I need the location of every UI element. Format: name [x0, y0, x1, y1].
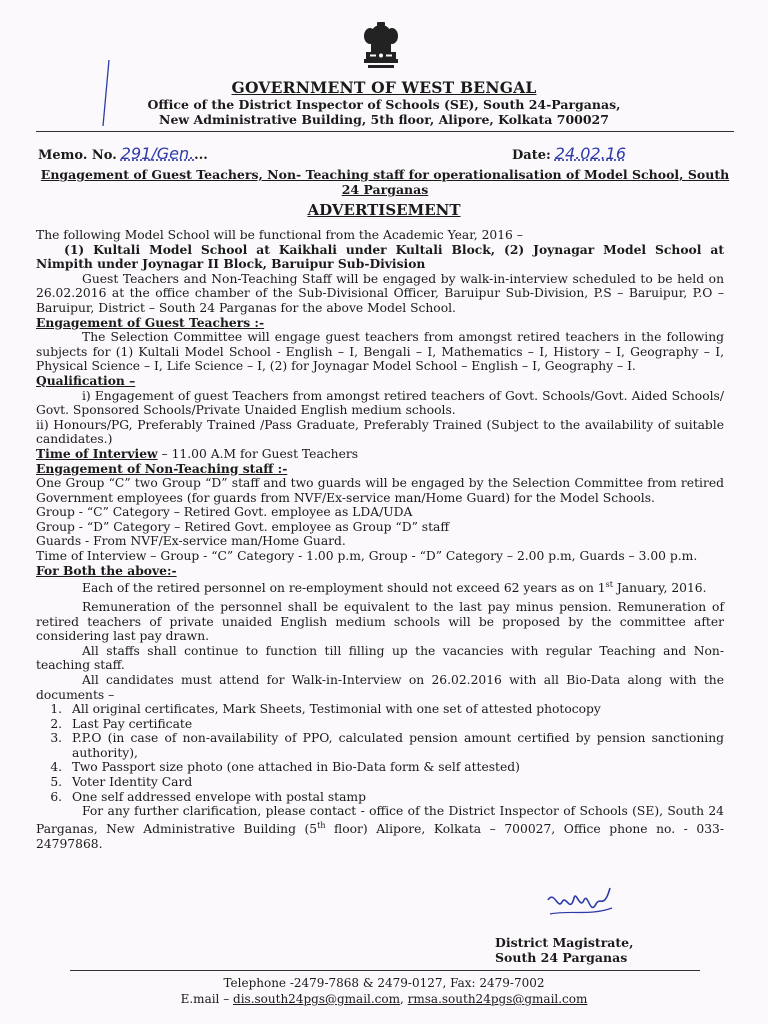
age-limit-text: Each of the retired personnel on re-employment should not exceed 62 years as on 1st January, 2016. [82, 580, 707, 596]
office-line-2: New Administrative Building, 5th floor, Alipore, Kolkata 700027 [159, 112, 609, 127]
group-c-line: Group - “C” Category – Retired Govt. employee as LDA/UDA [36, 505, 413, 520]
remuneration-text: Remuneration of the personnel shall be equivalent to the last pay minus pension. Remuneration of retired teachers of private unaided English medium schools will be proposed by the committee after considering last pay drawn. [36, 599, 724, 644]
documents-list [36, 702, 724, 804]
list-item: 3. P.P.O (in case of non-availability of PPO, calculated pension amount certified by pension sanctioning authority), [66, 731, 724, 760]
office-line-1: Office of the District Inspector of Schools (SE), South 24-Parganas, [147, 97, 621, 112]
signatory-district: South 24 Parganas [495, 950, 628, 965]
contact-text: For any further clarification, please contact - office of the District Inspector of Schools (SE), South 24 Parganas, New Administrative Building (5th floor) Alipore, Kolkata – 700027, Office phone no. - 033-24797868. [36, 804, 724, 851]
list-item: 4. Two Passport size photo (one attached in Bio-Data form & self attested) [66, 760, 724, 775]
signature-icon [540, 880, 620, 924]
list-item: 2. Last Pay certificate [66, 717, 724, 732]
guards-line: Guards - From NVF/Ex-service man/Home Guard. [36, 534, 346, 549]
government-title: GOVERNMENT OF WEST BENGAL [231, 78, 537, 97]
qualification-item-2: ii) Honours/PG, Preferably Trained /Pass Graduate, Preferably Trained (Subject to the availability of suitable candidates.) [36, 417, 724, 447]
advertisement-body [36, 228, 724, 851]
list-item: 1. All original certificates, Mark Sheets, Testimonial with one set of attested photocopy [66, 702, 724, 717]
advertisement-title: ADVERTISEMENT [307, 201, 461, 219]
list-item: 6. One self addressed envelope with postal stamp [66, 790, 724, 805]
memo-date: Date: 24.02.16 [512, 144, 627, 163]
non-teaching-time: Time of Interview – Group - “C” Category - 1.00 p.m, Group - “D” Category – 2.00 p.m, Guards – 3.00 p.m. [36, 549, 698, 564]
memo-date-value: 24.02.16 [554, 144, 627, 163]
group-d-line: Group - “D” Category – Retired Govt. employee as Group “D” staff [36, 519, 450, 534]
interview-time: Time of Interview – 11.00 A.M for Guest Teachers [36, 445, 359, 461]
subject-line: Engagement of Guest Teachers, Non- Teaching staff for operationalisation of Model School, South 24 Parganas [40, 167, 730, 197]
list-item: 5. Voter Identity Card [66, 775, 724, 790]
footer-telephone: Telephone -2479-7868 & 2479-0127, Fax: 2479-7002 [223, 976, 545, 990]
intro-text: The following Model School will be functional from the Academic Year, 2016 – [36, 228, 523, 242]
attend-text: All candidates must attend for Walk-in-Interview on 26.02.2016 with all Bio-Data along with the documents – [36, 672, 724, 702]
schools-line: (1) Kultali Model School at Kaikhali under Kultali Block, (2) Joynagar Model School at Nimpith under Joynagar II Block, Baruipur Sub-Division [36, 241, 724, 272]
both-heading: For Both the above:- [36, 562, 177, 578]
state-emblem-icon [356, 18, 406, 80]
guest-teachers-text: The Selection Committee will engage guest teachers from amongst retired teachers in the following subjects for (1) Kultali Model School - English – I, Bengali – I, Mathematics – I, History – I, Geography – I, Physical Science – I, Life Science – I, (2) for Joynagar Model School – English – I, Geography – I. [36, 330, 724, 374]
non-teaching-heading: Engagement of Non-Teaching staff :- [36, 460, 288, 476]
qualification-item-1: i) Engagement of guest Teachers from amongst retired teachers of Govt. Schools/Govt. Aided Schools/ Govt. Sponsored Schools/Private Unaided English medium schools. [36, 388, 724, 418]
signatory-title: District Magistrate, [495, 935, 634, 950]
email-link-2[interactable]: rmsa.south24pgs@gmail.com [407, 992, 588, 1006]
continue-text: All staffs shall continue to function till filling up the vacancies with regular Teaching and Non-teaching staff. [36, 643, 724, 673]
guest-teachers-heading: Engagement of Guest Teachers :- [36, 314, 265, 330]
walkin-text: Guest Teachers and Non-Teaching Staff will be engaged by walk-in-interview scheduled to be held on 26.02.2016 at the office chamber of the Sub-Divisional Officer, Baruipur Sub-Division, P.S – Baruipur, P.O – Baruipur, District – South 24 Parganas for the above Model School. [36, 271, 724, 315]
memo-number: Memo. No. 291/Gen.... [38, 144, 208, 163]
memo-number-value: 291/Gen. [120, 144, 195, 163]
pen-stroke-icon [100, 58, 112, 128]
footer-email: E.mail – dis.south24pgs@gmail.com, rmsa.south24pgs@gmail.com [180, 992, 588, 1006]
qualification-heading: Qualification – [36, 372, 136, 388]
email-link-1[interactable]: dis.south24pgs@gmail.com [233, 992, 401, 1006]
header-divider [36, 131, 734, 132]
non-teaching-text: One Group “C” two Group “D” staff and two guards will be engaged by the Selection Committee from retired Government employees (for guards from NVF/Ex-service man/Home Guard) for the Model Schools. [36, 476, 724, 505]
footer-divider [70, 970, 700, 971]
